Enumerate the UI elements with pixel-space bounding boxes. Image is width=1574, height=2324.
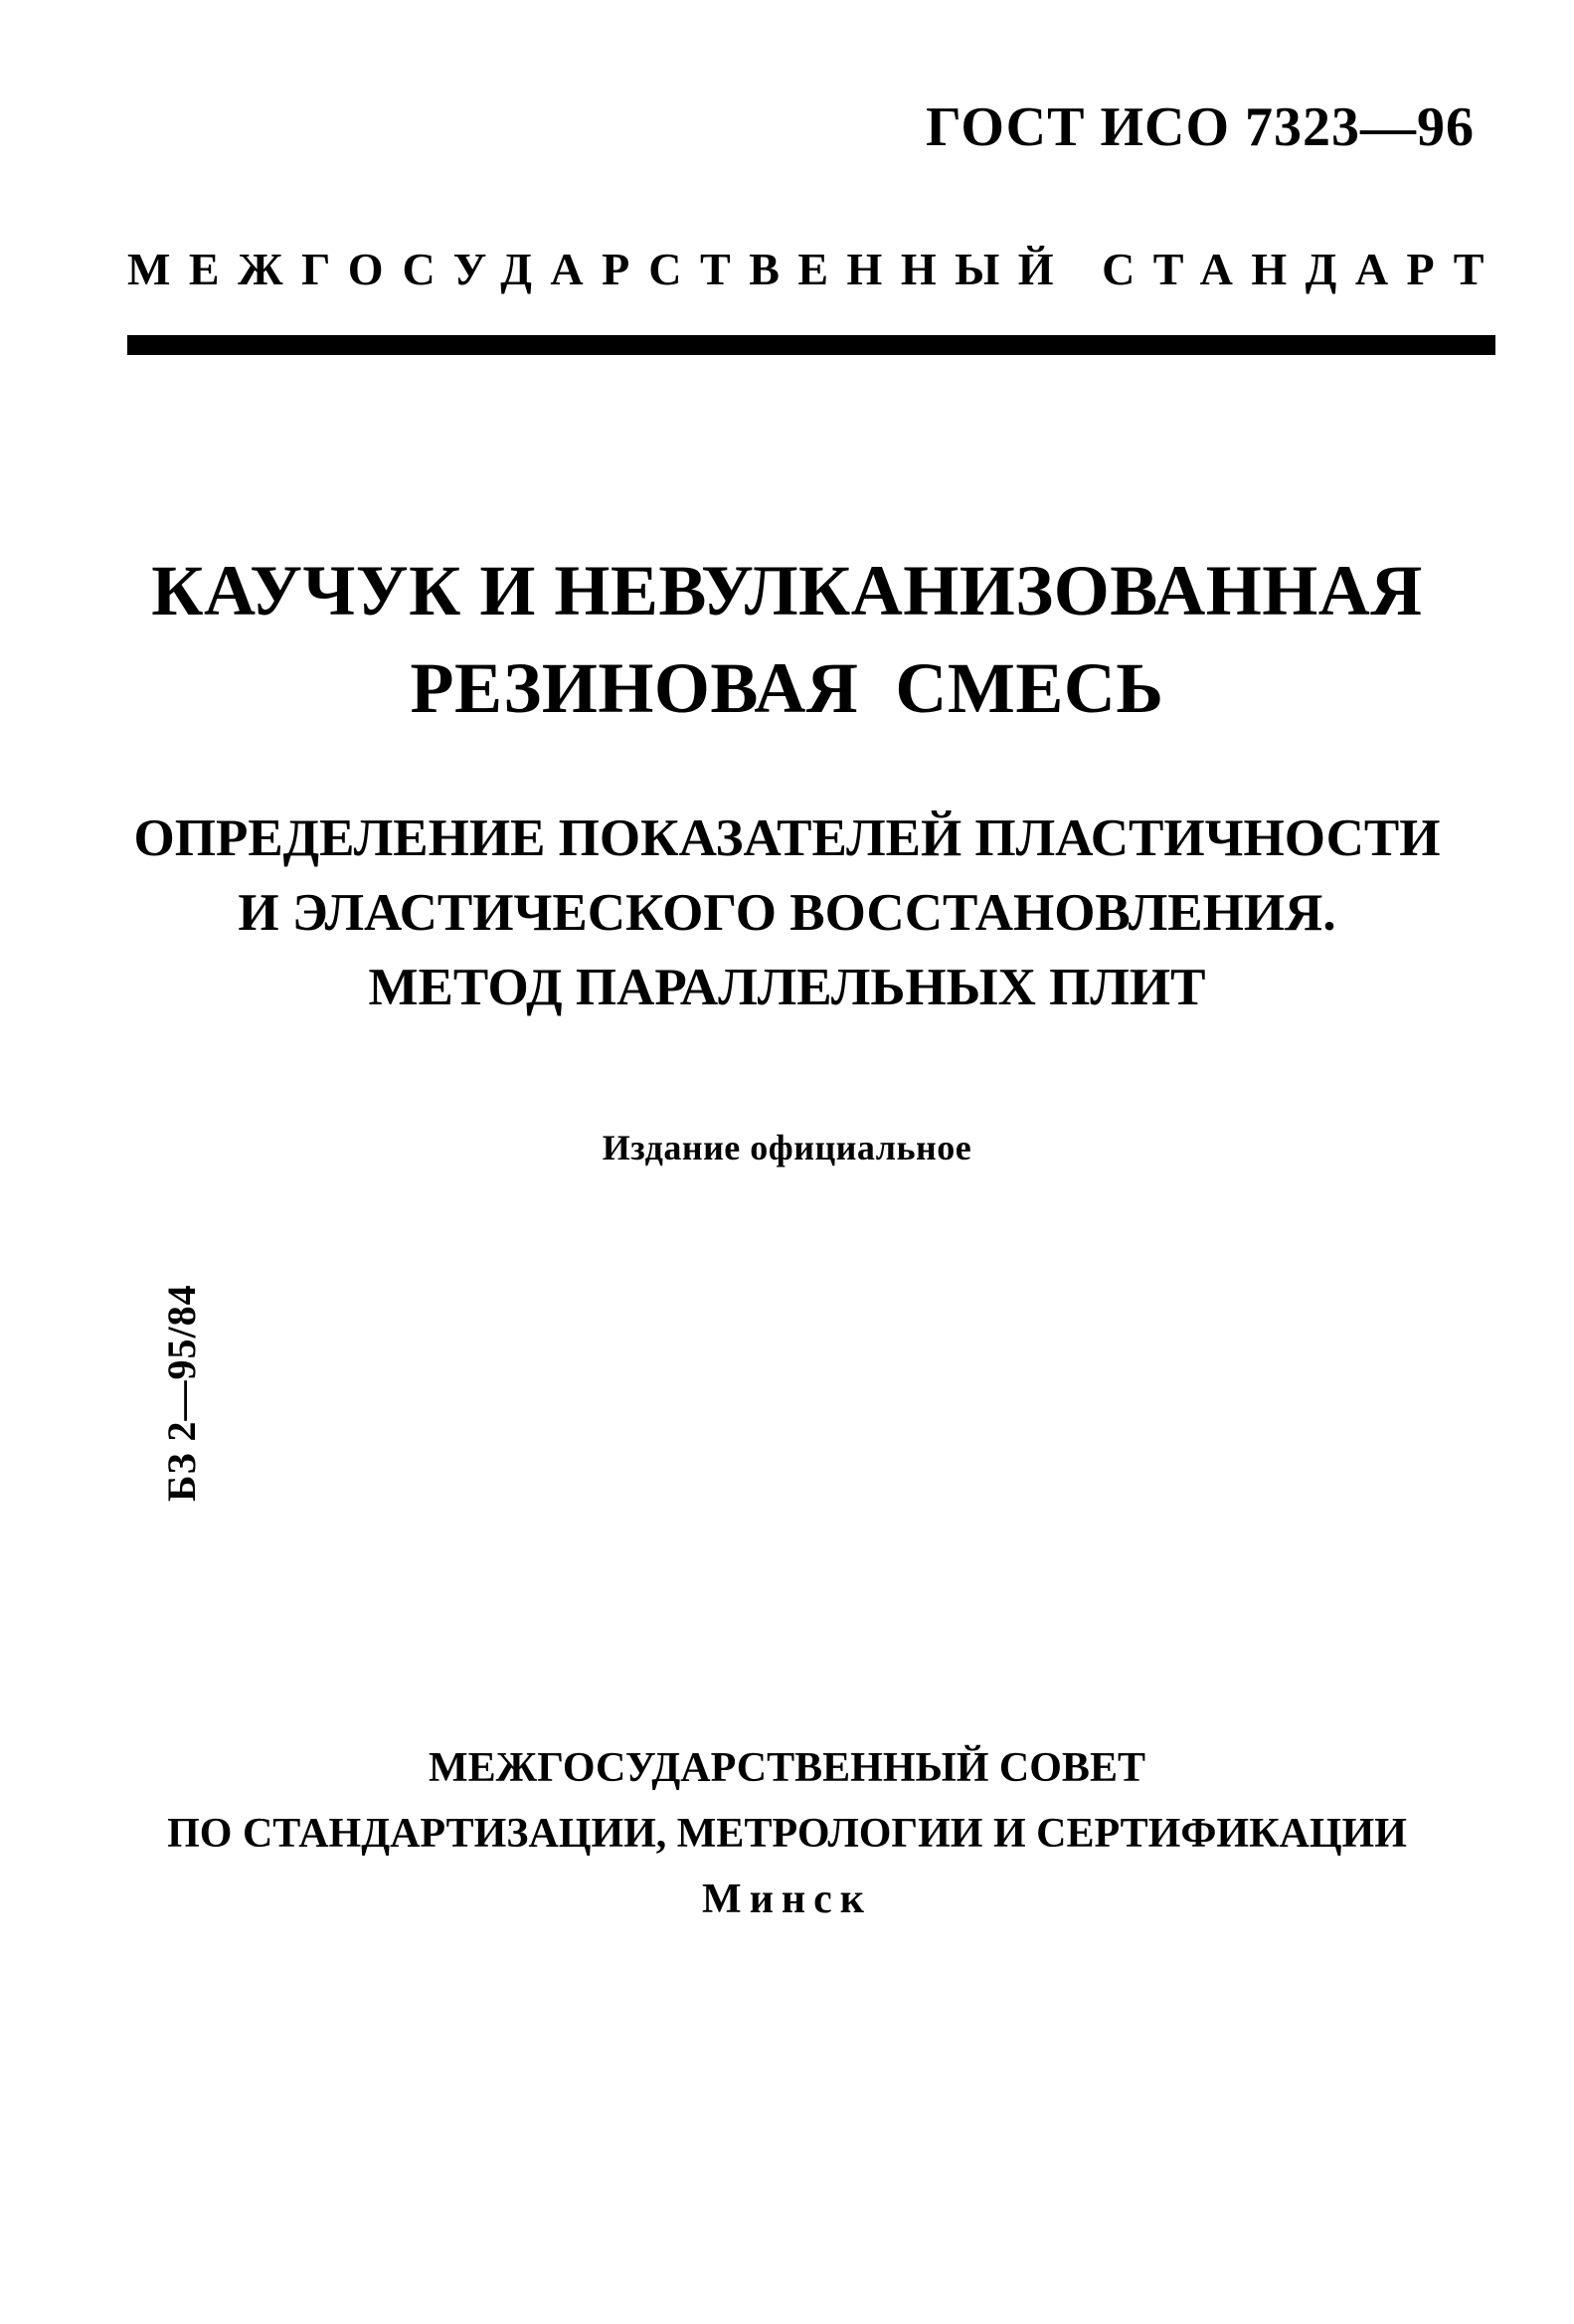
main-title-line: РЕЗИНОВАЯ СМЕСЬ [410, 648, 1164, 728]
side-code: БЗ 2—95/84 [159, 1284, 204, 1502]
document-number: ГОСТ ИСО 7323—96 [926, 96, 1475, 158]
sub-title-line: МЕТОД ПАРАЛЛЕЛЬНЫХ ПЛИТ [368, 959, 1206, 1016]
publisher-line: ПО СТАНДАРТИЗАЦИИ, МЕТРОЛОГИИ И СЕРТИФИКАЦИИ [167, 1811, 1407, 1857]
edition-label: Издание официальное [602, 1128, 972, 1167]
main-title-line: КАУЧУК И НЕВУЛКАНИЗОВАННАЯ [151, 551, 1423, 630]
header-divider [127, 335, 1495, 355]
publisher [0, 1735, 1574, 1932]
sub-title-line: И ЭЛАСТИЧЕСКОГО ВОССТАНОВЛЕНИЯ. [238, 884, 1336, 942]
standard-type-heading: МЕЖГОСУДАРСТВЕННЫЙ СТАНДАРТ [127, 244, 1502, 294]
sub-title [0, 802, 1574, 1025]
publisher-line: МЕЖГОСУДАРСТВЕННЫЙ СОВЕТ [429, 1745, 1145, 1791]
main-title [0, 542, 1574, 737]
publisher-city: Минск [702, 1877, 872, 1922]
sub-title-line: ОПРЕДЕЛЕНИЕ ПОКАЗАТЕЛЕЙ ПЛАСТИЧНОСТИ [133, 809, 1441, 867]
